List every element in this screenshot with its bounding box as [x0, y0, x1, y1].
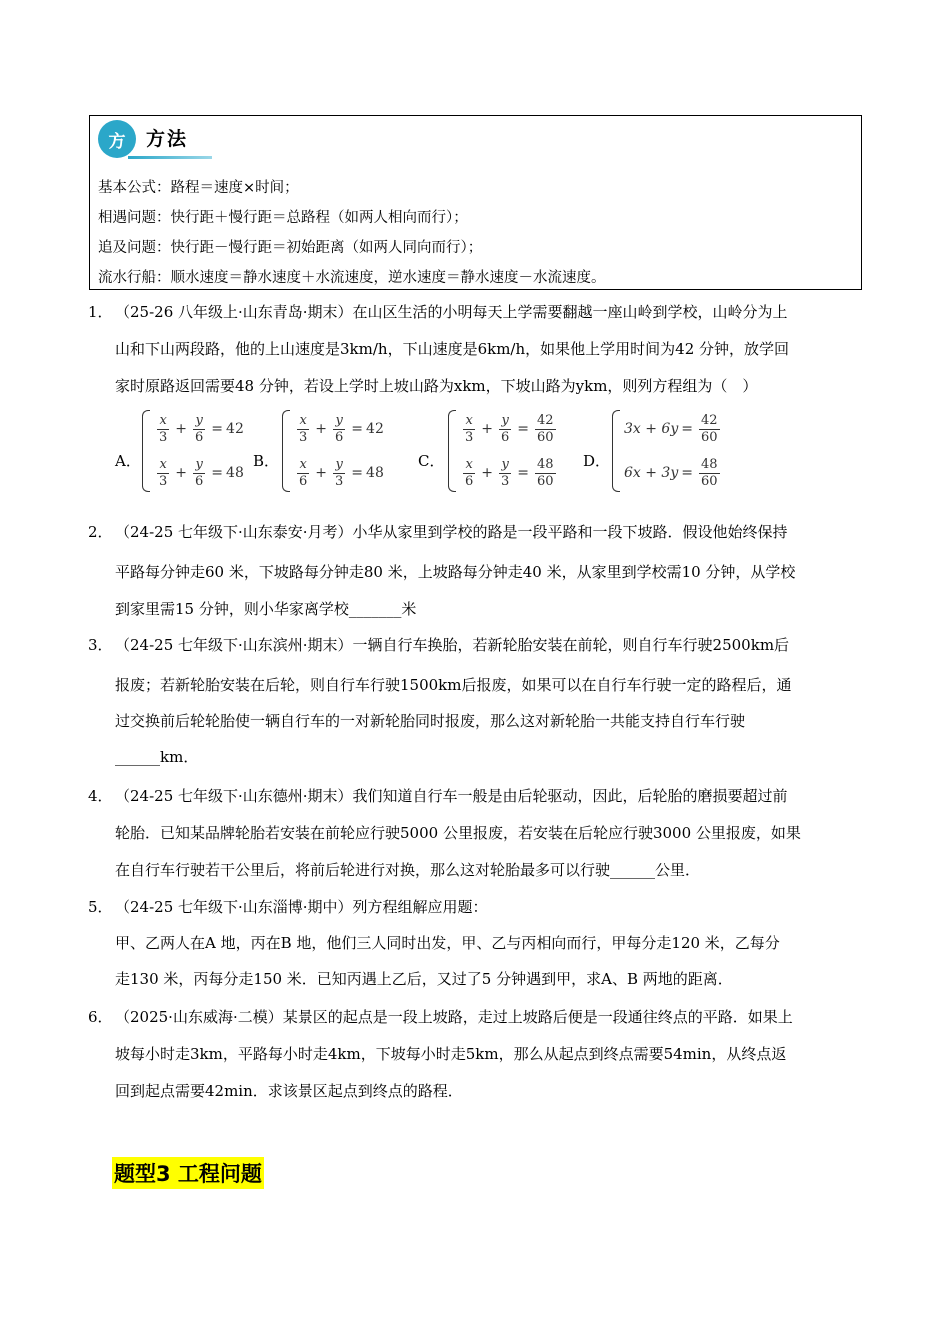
method-icon: 方 — [98, 120, 136, 158]
method-line: 相遇问题：快行距＋慢行距＝总路程（如两人相向而行）； — [98, 210, 468, 226]
method-line: 追及问题：快行距－慢行距＝初始距离（如两人同向而行）； — [98, 240, 483, 256]
equation: $\frac{x}{3}$ + $\frac{y}{6}$ = 42 — [159, 412, 244, 445]
question-text: （24-25 七年级下·山东泰安·月考）小华从家里到学校的路是一段平路和一段下坡路．假设他始终保持 — [115, 523, 788, 541]
question-number: 2． — [88, 523, 113, 541]
question-text: （25-26 八年级上·山东青岛·期末）在山区生活的小明每天上学需要翻越一座山岭到学校，山岭分为上 — [115, 303, 788, 321]
option-a-system — [142, 410, 244, 492]
method-line: 流水行船：顺水速度＝静水速度＋水流速度，逆水速度＝静水速度－水流速度。 — [98, 270, 606, 286]
question-text: （24-25 七年级下·山东淄博·期中）列方程组解应用题： — [115, 898, 488, 916]
section-title: 题型3 工程问题 — [112, 1157, 264, 1189]
equation: $\frac{x}{3}$ + $\frac{y}{6}$ = 48 — [159, 456, 244, 489]
question-text: 回到起点需要42min．求该景区起点到终点的路程． — [115, 1082, 463, 1100]
brace-icon — [448, 410, 456, 492]
question-text: （24-25 七年级下·山东滨州·期末）一辆自行车换胎，若新轮胎安装在前轮，则自行车行驶2500km后 — [115, 636, 790, 654]
question-text: 家时原路返回需要48 分钟，若设上学时上坡山路为xkm，下坡山路为ykm，则列方程组为（ ） — [115, 377, 758, 395]
question-number: 1． — [88, 303, 113, 321]
option-c-label: C． — [418, 452, 445, 470]
option-a-label: A． — [115, 452, 141, 470]
brace-icon — [612, 410, 620, 492]
question-text: ______km． — [115, 748, 199, 766]
question-text: 甲、乙两人在A 地，丙在B 地，他们三人同时出发，甲、乙与丙相向而行，甲每分走120 米，乙每分 — [115, 934, 780, 952]
question-text: 山和下山两段路，他的上山速度是3km/h，下山速度是6km/h，如果他上学用时间为42 分钟，放学回 — [115, 340, 790, 358]
method-title: 方法 — [146, 128, 189, 150]
question-text: 轮胎．已知某品牌轮胎若安装在前轮应行驶5000 公里报废，若安装在后轮应行驶3000 公里报废，如果 — [115, 824, 801, 842]
equation: 3x + 6y = $\frac{42}{60}$ — [624, 412, 718, 445]
equation: $\frac{x}{3}$ + $\frac{y}{6}$ = $\frac{42}{60}$ — [465, 412, 554, 445]
option-d-system — [612, 410, 723, 492]
option-b-label: B． — [253, 452, 280, 470]
method-underline — [128, 156, 212, 159]
equation: $\frac{x}{3}$ + $\frac{y}{6}$ = 42 — [299, 412, 384, 445]
question-text: 到家里需15 分钟，则小华家离学校_______米 — [115, 600, 417, 618]
question-text: 走130 米，丙每分走150 米．已知丙遇上乙后，又过了5 分钟遇到甲，求A、B 两地的距离． — [115, 970, 733, 988]
question-text: （24-25 七年级下·山东德州·期末）我们知道自行车一般是由后轮驱动，因此，后轮胎的磨损要超过前 — [115, 787, 788, 805]
option-d-label: D． — [583, 452, 611, 470]
question-text: 平路每分钟走60 米，下坡路每分钟走80 米，上坡路每分钟走40 米，从家里到学校需10 分钟，从学校 — [115, 563, 796, 581]
method-box — [89, 115, 862, 290]
equation: 6x + 3y = $\frac{48}{60}$ — [624, 456, 718, 489]
question-number: 6． — [88, 1008, 113, 1026]
option-c-system — [448, 410, 559, 492]
equation: $\frac{x}{6}$ + $\frac{y}{3}$ = 48 — [299, 456, 384, 489]
option-b-system — [282, 410, 384, 492]
question-number: 3． — [88, 636, 113, 654]
method-badge — [98, 120, 210, 160]
brace-icon — [282, 410, 290, 492]
question-text: 在自行车行驶若干公里后，将前后轮进行对换，那么这对轮胎最多可以行驶______公里． — [115, 861, 701, 879]
question-text: 坡每小时走3km，平路每小时走4km，下坡每小时走5km，那么从起点到终点需要54min，从终点返 — [115, 1045, 787, 1063]
question-number: 5． — [88, 898, 113, 916]
question-text: 报废；若新轮胎安装在后轮，则自行车行驶1500km后报废，如果可以在自行车行驶一定的路程后，通 — [115, 676, 792, 694]
equation: $\frac{x}{6}$ + $\frac{y}{3}$ = $\frac{48}{60}$ — [465, 456, 554, 489]
question-number: 4． — [88, 787, 113, 805]
brace-icon — [142, 410, 150, 492]
question-text: （2025·山东威海·二模）某景区的起点是一段上坡路，走过上坡路后便是一段通往终点的平路．如果上 — [115, 1008, 793, 1026]
method-line: 基本公式：路程＝速度×时间； — [98, 180, 299, 196]
question-text: 过交换前后轮轮胎使一辆自行车的一对新轮胎同时报废，那么这对新轮胎一共能支持自行车行驶 — [115, 712, 746, 730]
